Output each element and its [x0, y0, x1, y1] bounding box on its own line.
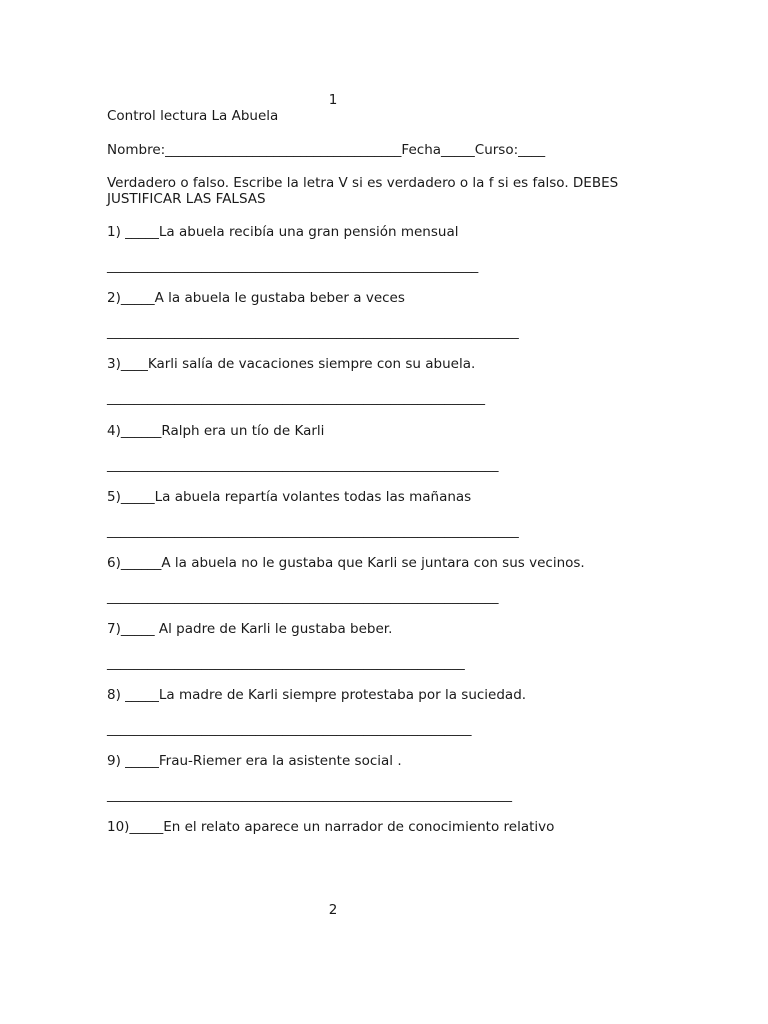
question-8: 8) _____La madre de Karli siempre protestaba por la suciedad.: [107, 687, 527, 703]
page-number-top: 1: [328, 92, 338, 108]
answer-line-3: ________________________________________________________: [107, 390, 485, 406]
question-10: 10)_____En el relato aparece un narrador de conocimiento relativo: [107, 819, 555, 835]
question-4: 4)______Ralph era un tío de Karli: [107, 423, 325, 439]
page-number-bottom: 2: [328, 902, 338, 918]
question-3: 3)____Karli salía de vacaciones siempre con su abuela.: [107, 356, 476, 372]
student-info-line: Nombre:___________________________________Fecha_____Curso:____: [107, 142, 546, 158]
answer-line-1: _______________________________________________________: [107, 258, 479, 274]
answer-line-8: ______________________________________________________: [107, 721, 472, 737]
question-6: 6)______A la abuela no le gustaba que Karli se juntara con sus vecinos.: [107, 555, 585, 571]
answer-line-4: __________________________________________________________: [107, 457, 499, 473]
answer-line-2: _____________________________________________________________: [107, 324, 519, 340]
answer-line-6: __________________________________________________________: [107, 589, 499, 605]
document-title: Control lectura La Abuela: [107, 108, 279, 124]
question-9: 9) _____Frau-Riemer era la asistente social .: [107, 753, 402, 769]
question-7: 7)_____ Al padre de Karli le gustaba beber.: [107, 621, 393, 637]
question-1: 1) _____La abuela recibía una gran pensión mensual: [107, 224, 459, 240]
instructions-line-2: JUSTIFICAR LAS FALSAS: [107, 191, 266, 207]
instructions-line-1: Verdadero o falso. Escribe la letra V si es verdadero o la f si es falso. DEBES: [107, 175, 619, 191]
question-2: 2)_____A la abuela le gustaba beber a veces: [107, 290, 405, 306]
answer-line-5: _____________________________________________________________: [107, 523, 519, 539]
answer-line-7: _____________________________________________________: [107, 655, 465, 671]
question-5: 5)_____La abuela repartía volantes todas las mañanas: [107, 489, 472, 505]
answer-line-9: ____________________________________________________________: [107, 787, 512, 803]
